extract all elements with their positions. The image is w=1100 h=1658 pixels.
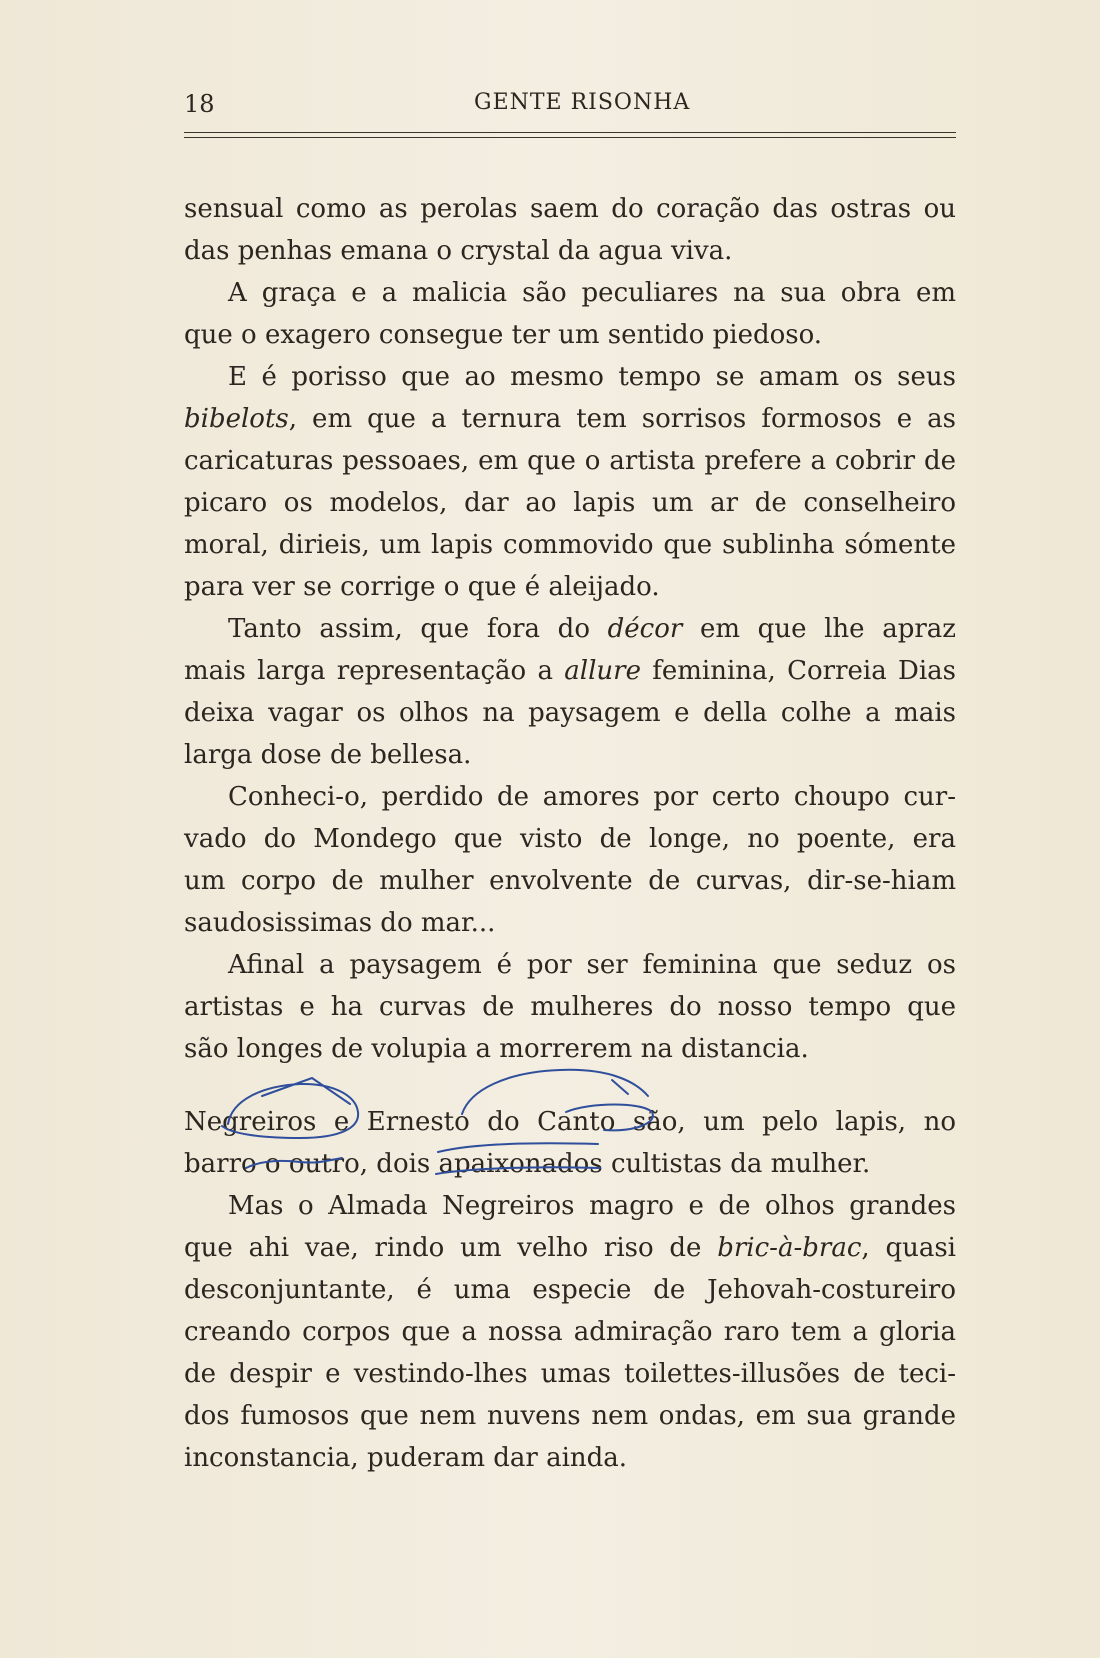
text-line: são longes de volupia a morrerem na distancia. (184, 1034, 809, 1064)
body-text (184, 188, 956, 1479)
text-line: caricaturas pessoaes, em que o artista prefere a cobrir de (184, 446, 956, 476)
text-line: inconstancia, puderam dar ainda. (184, 1443, 628, 1473)
running-title: GENTE RISONHA (474, 90, 691, 115)
text-line: Conheci-o, perdido de amores por certo choupo cur- (228, 782, 956, 812)
italic-term: allure (564, 656, 641, 686)
text-line: A graça e a malicia são peculiares na sua obra em (228, 278, 956, 308)
italic-term: bibelots (184, 404, 289, 434)
italic-term: décor (607, 614, 683, 644)
text-line: creando corpos que a nossa admiração raro tem a gloria (184, 1317, 956, 1347)
italic-term: bric-à-brac (717, 1233, 862, 1263)
text-line: larga dose de bellesa. (184, 740, 472, 770)
page-header (184, 90, 954, 130)
text-line: que ahi vae, rindo um velho riso de bric-à-brac, quasi (184, 1233, 956, 1263)
text-line: picaro os modelos, dar ao lapis um ar de conselheiro (184, 488, 956, 518)
text-line: sensual como as perolas saem do coração das ostras ou (184, 194, 956, 224)
text-line: moral, dirieis, um lapis commovido que sublinha sómente (184, 530, 956, 560)
page-number: 18 (184, 90, 215, 118)
text-line: Afinal a paysagem é por ser feminina que seduz os (228, 950, 956, 980)
text-line: mais larga representação a allure feminina, Correia Dias (184, 656, 956, 686)
text-line: dos fumosos que nem nuvens nem ondas, em sua grande (184, 1401, 956, 1431)
text-line: bibelots, em que a ternura tem sorrisos formosos e as (184, 404, 956, 434)
text-line: para ver se corrige o que é aleijado. (184, 572, 660, 602)
text-line: Tanto assim, que fora do décor em que lhe apraz (228, 614, 956, 644)
text-line: deixa vagar os olhos na paysagem e della colhe a mais (184, 698, 956, 728)
header-rule-double (184, 137, 956, 138)
text-line: Mas o Almada Negreiros magro e de olhos grandes (228, 1191, 956, 1221)
text-line: das penhas emana o crystal da agua viva. (184, 236, 733, 266)
text-line: vado do Mondego que visto de longe, no poente, era (184, 824, 956, 854)
text-line: artistas e ha curvas de mulheres do nosso tempo que (184, 992, 956, 1022)
text-line: desconjuntante, é uma especie de Jehovah-costureiro (184, 1275, 956, 1305)
text-line: E é porisso que ao mesmo tempo se amam os seus (228, 362, 956, 392)
header-rule (184, 132, 956, 133)
text-line: de despir e vestindo-lhes umas toilettes-illusões de teci- (184, 1359, 956, 1389)
paragraph-gap (184, 1070, 956, 1101)
text-line: barro o outro, dois apaixonados cultistas da mulher. (184, 1149, 871, 1179)
text-line: um corpo de mulher envolvente de curvas, dir-se-hiam (184, 866, 956, 896)
text-line: saudosissimas do mar... (184, 908, 496, 938)
text-line: que o exagero consegue ter um sentido piedoso. (184, 320, 823, 350)
text-line: Negreiros e Ernesto do Canto são, um pelo lapis, no (184, 1107, 956, 1137)
